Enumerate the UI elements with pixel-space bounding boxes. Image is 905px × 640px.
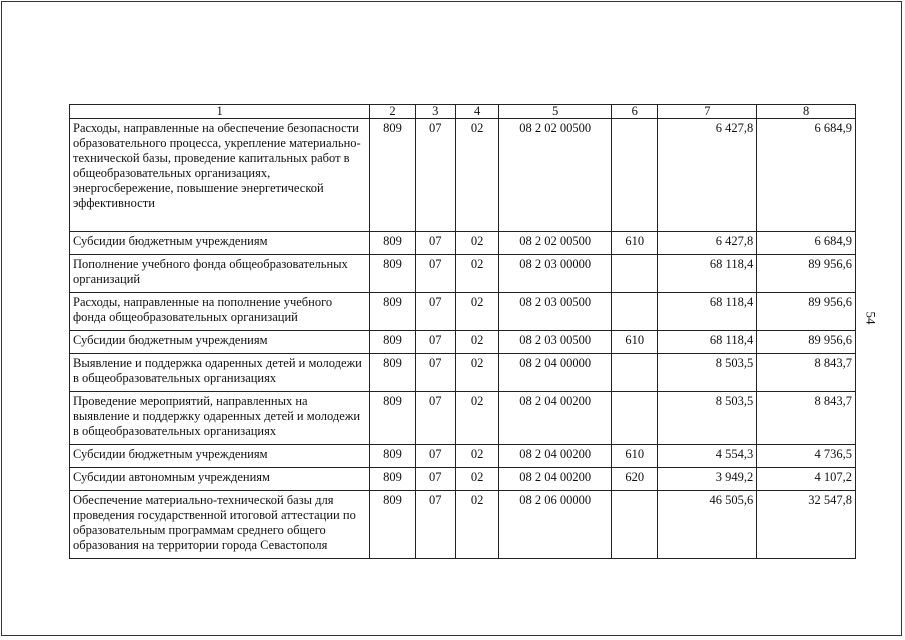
table-row: [70, 331, 856, 354]
row-expense-type: 610: [612, 331, 658, 354]
row-target-code: 08 2 04 00200: [499, 445, 612, 468]
row-target-code: 08 2 04 00000: [499, 354, 612, 392]
row-section-code: 07: [415, 445, 455, 468]
row-amount-col7: 8 503,5: [658, 392, 757, 445]
row-expense-type: [612, 119, 658, 232]
row-subsection-code: 02: [455, 491, 498, 559]
row-name: Выявление и поддержка одаренных детей и молодежи в общеобразовательных организациях: [70, 354, 370, 392]
header-col-4: 4: [455, 105, 498, 119]
row-section-code: 07: [415, 491, 455, 559]
row-subsection-code: 02: [455, 293, 498, 331]
row-name: Расходы, направленные на обеспечение безопасности образовательного процесса, укрепление материально-технической базы, проведение капитальных работ в общеобразовательных организациях, энергосбережение, повышение энергетической эффективности: [70, 119, 370, 232]
row-amount-col8: 6 684,9: [757, 232, 856, 255]
header-col-6: 6: [612, 105, 658, 119]
row-name: Субсидии бюджетным учреждениям: [70, 232, 370, 255]
row-subsection-code: 02: [455, 331, 498, 354]
row-amount-col7: 68 118,4: [658, 255, 757, 293]
row-ministry-code: 809: [370, 491, 415, 559]
row-expense-type: [612, 255, 658, 293]
row-subsection-code: 02: [455, 232, 498, 255]
row-section-code: 07: [415, 331, 455, 354]
row-name: Проведение мероприятий, направленных на выявление и поддержку одаренных детей и молодежи в общеобразовательных организациях: [70, 392, 370, 445]
row-amount-col8: 89 956,6: [757, 255, 856, 293]
row-ministry-code: 809: [370, 119, 415, 232]
row-expense-type: [612, 392, 658, 445]
table-header-row: [70, 105, 856, 119]
row-ministry-code: 809: [370, 468, 415, 491]
row-amount-col8: 89 956,6: [757, 293, 856, 331]
row-amount-col8: 4 736,5: [757, 445, 856, 468]
table-row: [70, 293, 856, 331]
row-section-code: 07: [415, 255, 455, 293]
row-amount-col8: 89 956,6: [757, 331, 856, 354]
row-section-code: 07: [415, 119, 455, 232]
row-amount-col7: 46 505,6: [658, 491, 757, 559]
header-col-1: 1: [70, 105, 370, 119]
table-row: [70, 392, 856, 445]
row-amount-col8: 8 843,7: [757, 354, 856, 392]
row-target-code: 08 2 04 00200: [499, 392, 612, 445]
row-subsection-code: 02: [455, 354, 498, 392]
row-target-code: 08 2 02 00500: [499, 119, 612, 232]
row-ministry-code: 809: [370, 232, 415, 255]
header-col-7: 7: [658, 105, 757, 119]
page-number: 54: [863, 311, 879, 325]
row-name: Субсидии автономным учреждениям: [70, 468, 370, 491]
row-amount-col7: 3 949,2: [658, 468, 757, 491]
row-expense-type: 610: [612, 445, 658, 468]
row-amount-col8: 4 107,2: [757, 468, 856, 491]
table-row: [70, 491, 856, 559]
row-target-code: 08 2 03 00000: [499, 255, 612, 293]
table-row: [70, 232, 856, 255]
row-expense-type: 610: [612, 232, 658, 255]
row-name: Пополнение учебного фонда общеобразовательных организаций: [70, 255, 370, 293]
row-name: Обеспечение материально-технической базы для проведения государственной итоговой аттестации по образовательным программам среднего общего образования на территории города Севастополя: [70, 491, 370, 559]
row-target-code: 08 2 04 00200: [499, 468, 612, 491]
header-col-2: 2: [370, 105, 415, 119]
row-section-code: 07: [415, 468, 455, 491]
row-subsection-code: 02: [455, 445, 498, 468]
header-col-3: 3: [415, 105, 455, 119]
row-amount-col7: 8 503,5: [658, 354, 757, 392]
header-col-5: 5: [499, 105, 612, 119]
row-expense-type: [612, 293, 658, 331]
row-amount-col8: 8 843,7: [757, 392, 856, 445]
row-amount-col7: 6 427,8: [658, 232, 757, 255]
row-section-code: 07: [415, 392, 455, 445]
table-row: [70, 468, 856, 491]
row-section-code: 07: [415, 293, 455, 331]
row-ministry-code: 809: [370, 331, 415, 354]
row-ministry-code: 809: [370, 293, 415, 331]
row-name: Субсидии бюджетным учреждениям: [70, 331, 370, 354]
row-amount-col7: 68 118,4: [658, 293, 757, 331]
row-expense-type: [612, 354, 658, 392]
row-ministry-code: 809: [370, 255, 415, 293]
row-subsection-code: 02: [455, 119, 498, 232]
row-target-code: 08 2 02 00500: [499, 232, 612, 255]
row-expense-type: [612, 491, 658, 559]
row-section-code: 07: [415, 354, 455, 392]
row-target-code: 08 2 03 00500: [499, 293, 612, 331]
row-ministry-code: 809: [370, 392, 415, 445]
row-subsection-code: 02: [455, 255, 498, 293]
table-row: [70, 119, 856, 232]
row-ministry-code: 809: [370, 354, 415, 392]
row-expense-type: 620: [612, 468, 658, 491]
row-amount-col8: 32 547,8: [757, 491, 856, 559]
row-target-code: 08 2 06 00000: [499, 491, 612, 559]
row-amount-col8: 6 684,9: [757, 119, 856, 232]
row-name: Субсидии бюджетным учреждениям: [70, 445, 370, 468]
row-name: Расходы, направленные на пополнение учебного фонда общеобразовательных организаций: [70, 293, 370, 331]
row-subsection-code: 02: [455, 392, 498, 445]
table-row: [70, 445, 856, 468]
row-amount-col7: 4 554,3: [658, 445, 757, 468]
row-amount-col7: 68 118,4: [658, 331, 757, 354]
row-amount-col7: 6 427,8: [658, 119, 757, 232]
row-subsection-code: 02: [455, 468, 498, 491]
budget-table: [69, 104, 856, 559]
row-section-code: 07: [415, 232, 455, 255]
table-row: [70, 354, 856, 392]
header-col-8: 8: [757, 105, 856, 119]
table-row: [70, 255, 856, 293]
row-target-code: 08 2 03 00500: [499, 331, 612, 354]
row-ministry-code: 809: [370, 445, 415, 468]
